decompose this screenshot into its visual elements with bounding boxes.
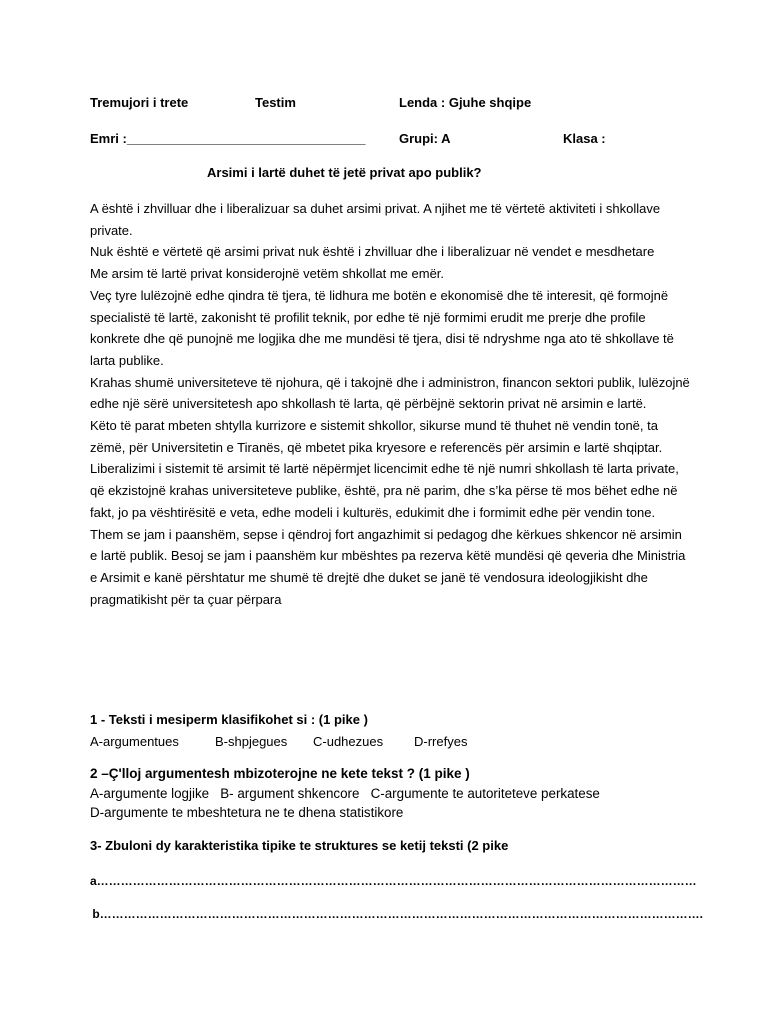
question-1: 1 - Teksti i mesiperm klasifikohet si : (1 pike ) [90,712,368,727]
reading-passage [90,198,690,610]
answer-line-b[interactable]: b……………………………………………………………………………………………………………………………………. [89,907,703,921]
answer-line-a[interactable]: a…………………………………………………………………………………………………………………………………… [90,874,697,888]
question-3: 3- Zbuloni dy karakteristika tipike te struktures se ketij teksti (2 pike [90,838,509,853]
option-a[interactable]: A-argumentues [90,734,179,749]
question-2-options-line-2[interactable]: D-argumente te mbeshtetura ne te dhena statistikore [90,805,404,820]
paragraph: Nuk është e vërtetë që arsimi privat nuk është i zhvilluar dhe i liberalizuar në vendet e mesdhetare [90,244,655,260]
paragraph: Them se jam i paanshëm, sepse i qëndroj fort angazhimit si pedagog dhe kërkues shkencor në arsimin e lartë publik. Besoj se jam i paanshëm kur mbështes pa rezerva këtë mundësi që qeveria dhe Ministria e Arsimit e kanë përshtatur me shumë të drejtë dhe duket se janë të vendosura ideologjikisht dhe pragmatikisht për ta çuar përpara [90,526,686,607]
paragraph: Liberalizimi i sistemit të arsimit të lartë nëpërmjet licencimit edhe të një numri shkollash të larta private, që ekzistojnë krahas universiteteve publike, është, pra në parim, dhe s’ka përse të mos bëhet edhe në fakt, jo pa vështirësitë e veta, edhe modeli i kulturës, edukimit dhe i formimit edhe për vendin tone. [90,461,679,520]
option-c[interactable]: C-udhezues [313,734,384,749]
name-field[interactable]: Emri :_________________________________ [90,131,366,146]
option-d[interactable]: D-rrefyes [414,734,468,749]
paragraph: Veç tyre lulëzojnë edhe qindra të tjera, të lidhura me botën e ekonomisë dhe të interesit, që formojnë specialistë të lartë, zakonisht të profilit teknik, por edhe të një formimi erudit me prerje dhe profile konkrete dhe që punojnë me logjika dhe me mundësi të tjera, disi të ndryshme nga ato të shkollave të larta publike. [90,287,674,368]
question-2-options-line-1[interactable]: A-argumente logjike B- argument shkencore C-argumente te autoriteteve perkatese [90,786,600,801]
test-type-label: Testim [255,95,296,110]
paragraph: Me arsim të lartë privat konsiderojnë vetëm shkollat me emër. [90,266,445,282]
paragraph: Këto të parat mbeten shtylla kurrizore e sistemit shkollor, sikurse mund të thuhet në vendin tonë, ta zëmë, për Universitetin e Tiranës, që mbetet pika kryesore e referencës për arsimin e lartë shqiptar. [90,418,663,455]
class-label: Klasa : [563,131,606,146]
question-2: 2 –Ç'lloj argumentesh mbizoterojne ne kete tekst ? (1 pike ) [90,766,470,781]
option-b[interactable]: B-shpjegues [215,734,288,749]
group-label: Grupi: A [399,131,451,146]
question-1-options [90,734,467,749]
paragraph: A është i zhvilluar dhe i liberalizuar sa duhet arsimi privat. A njihet me të vërtetë aktiviteti i shkollave private. [90,201,661,238]
subject-label: Lenda : Gjuhe shqipe [399,95,532,110]
term-label: Tremujori i trete [90,95,189,110]
paragraph: Krahas shumë universiteteve të njohura, që i takojnë dhe i administron, financon sektori publik, lulëzojnë edhe një sërë universitetesh apo shkollash të larta, që përbëjnë sektorin privat në arsimin e lartë. [90,374,690,412]
text-title: Arsimi i lartë duhet të jetë privat apo publik? [207,165,482,180]
